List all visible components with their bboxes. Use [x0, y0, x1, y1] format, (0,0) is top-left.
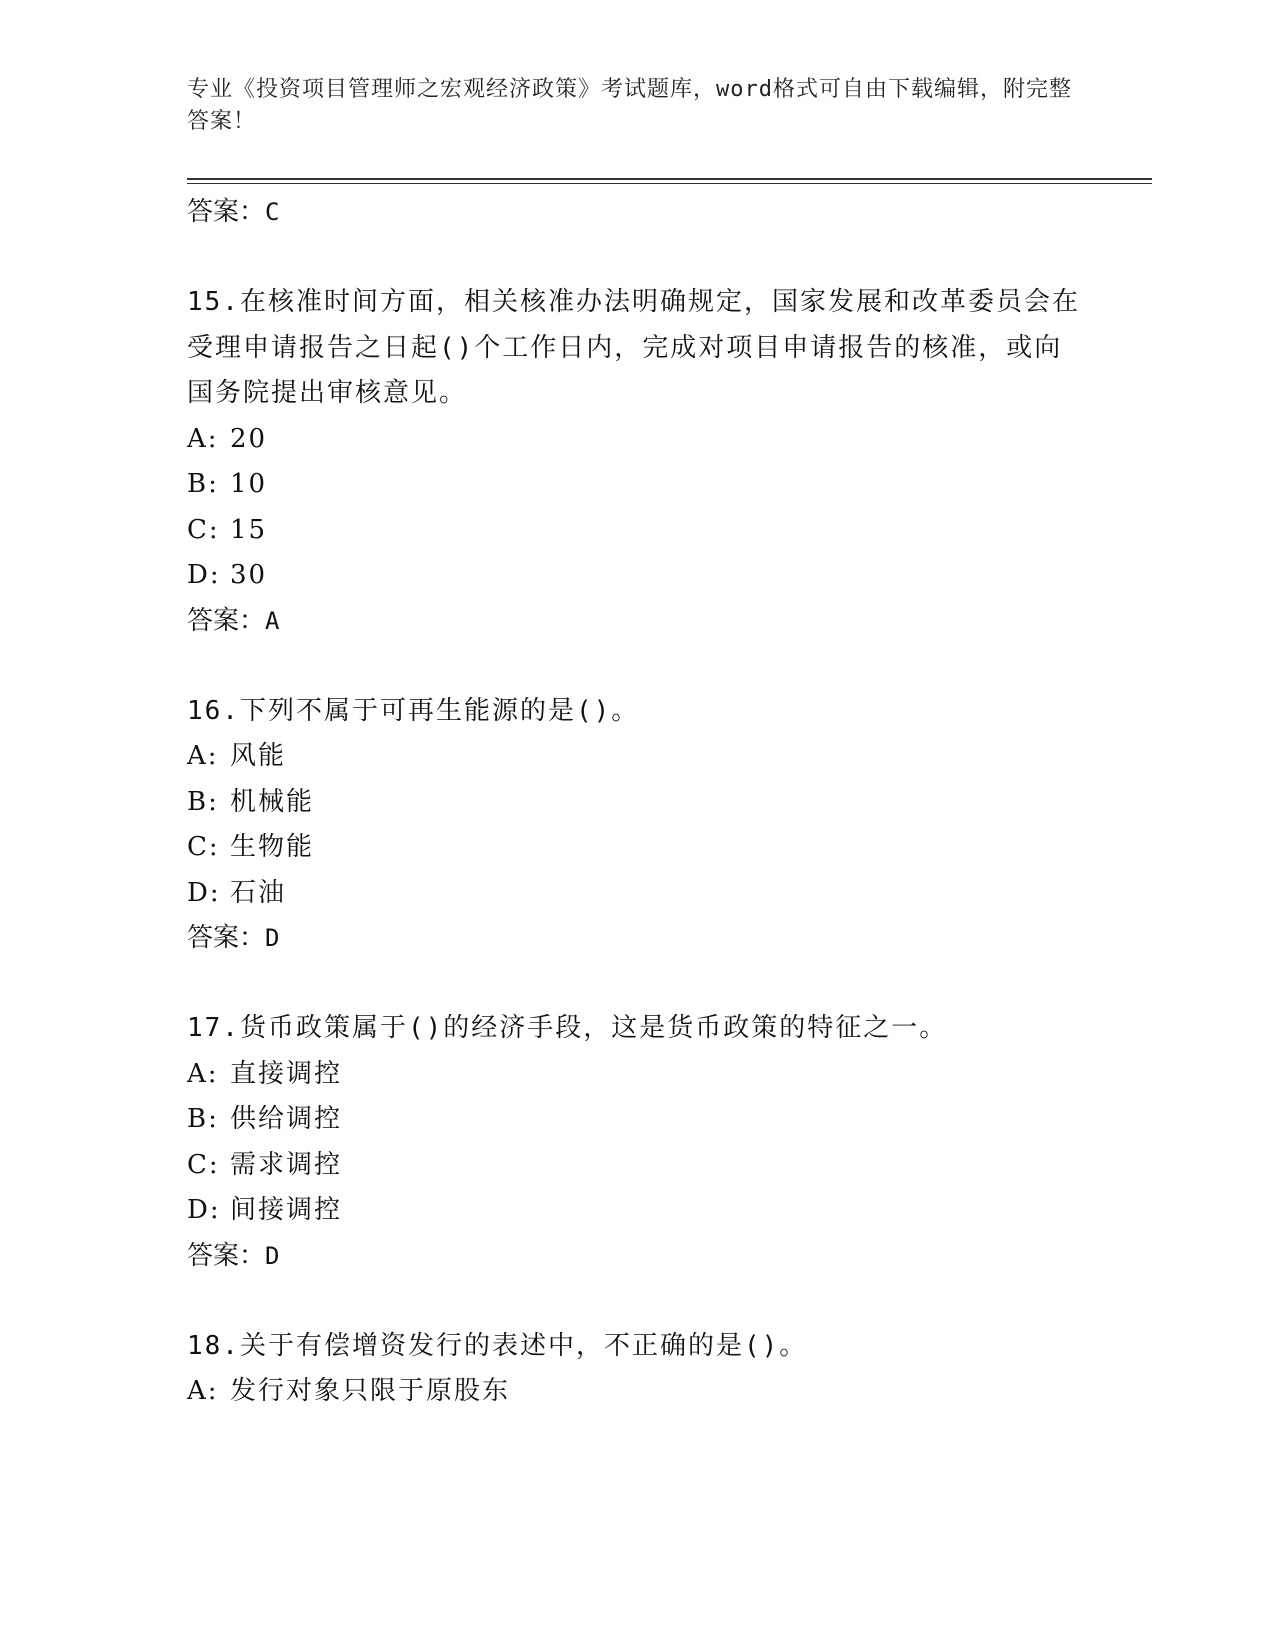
option-a — [187, 1369, 1087, 1415]
answer-line — [187, 190, 1087, 234]
option-b — [187, 1097, 1087, 1143]
question-stem: 15.在核准时间方面，相关核准办法明确规定，国家发展和改革委员会在受理申请报告之日起()个工作日内，完成对项目申请报告的核准，或向国务院提出审核意见。 — [187, 287, 1080, 408]
question-15 — [187, 280, 1087, 643]
answer-line — [187, 599, 1087, 643]
header-divider — [187, 178, 1152, 180]
option-text: 石油 — [230, 877, 287, 908]
option-label: A: — [187, 423, 219, 454]
answer-value: C — [265, 198, 280, 226]
question-17 — [187, 1006, 1087, 1278]
question-16 — [187, 689, 1087, 961]
option-d — [187, 553, 1087, 599]
option-label: C: — [187, 514, 220, 545]
question-18 — [187, 1324, 1087, 1415]
question-stem: 17.货币政策属于()的经济手段，这是货币政策的特征之一。 — [187, 1013, 948, 1043]
answer-value: A — [265, 606, 280, 635]
option-label: A: — [187, 1376, 219, 1406]
option-label: B: — [187, 786, 219, 817]
option-a — [187, 1052, 1087, 1098]
option-text: 机械能 — [230, 786, 315, 817]
option-text: 15 — [230, 514, 268, 545]
option-label: D: — [187, 1195, 221, 1225]
option-d — [187, 1188, 1087, 1234]
option-text: 供给调控 — [230, 1104, 343, 1134]
option-text: 间接调控 — [230, 1195, 343, 1225]
answer-label: 答案： — [187, 1240, 266, 1271]
option-a — [187, 734, 1087, 780]
option-text: 20 — [230, 423, 268, 454]
option-label: A: — [187, 1058, 219, 1089]
question-stem: 18.关于有偿增资发行的表述中，不正确的是()。 — [187, 1330, 808, 1361]
document-header: 专业《投资项目管理师之宏观经济政策》考试题库，word格式可自由下载编辑，附完整答案！ — [187, 77, 1072, 134]
option-label: B: — [187, 1104, 219, 1134]
option-text: 直接调控 — [230, 1058, 343, 1089]
answer-value: D — [265, 1241, 280, 1270]
document-body — [187, 190, 1087, 1415]
option-text: 风能 — [230, 741, 287, 771]
option-label: A: — [187, 741, 219, 771]
answer-value: D — [265, 924, 280, 952]
question-stem: 16.下列不属于可再生能源的是()。 — [187, 695, 640, 726]
option-text: 30 — [230, 560, 268, 590]
option-text: 10 — [230, 469, 268, 499]
option-label: B: — [187, 469, 219, 499]
option-c — [187, 825, 1087, 871]
answer-label: 答案： — [187, 923, 266, 953]
option-d — [187, 871, 1087, 917]
answer-line — [187, 916, 1087, 960]
option-label: D: — [187, 560, 221, 590]
option-label: C: — [187, 832, 220, 862]
option-label: C: — [187, 1149, 220, 1180]
option-a — [187, 417, 1087, 463]
header-divider-thin — [187, 183, 1152, 184]
option-b — [187, 780, 1087, 826]
option-c — [187, 508, 1087, 554]
option-c — [187, 1143, 1087, 1189]
option-text: 发行对象只限于原股东 — [230, 1376, 511, 1406]
answer-label: 答案： — [187, 605, 266, 636]
answer-label: 答案： — [187, 197, 266, 227]
option-b — [187, 462, 1087, 508]
option-label: D: — [187, 877, 221, 908]
option-text: 需求调控 — [230, 1149, 343, 1180]
answer-line — [187, 1234, 1087, 1278]
option-text: 生物能 — [230, 832, 315, 862]
